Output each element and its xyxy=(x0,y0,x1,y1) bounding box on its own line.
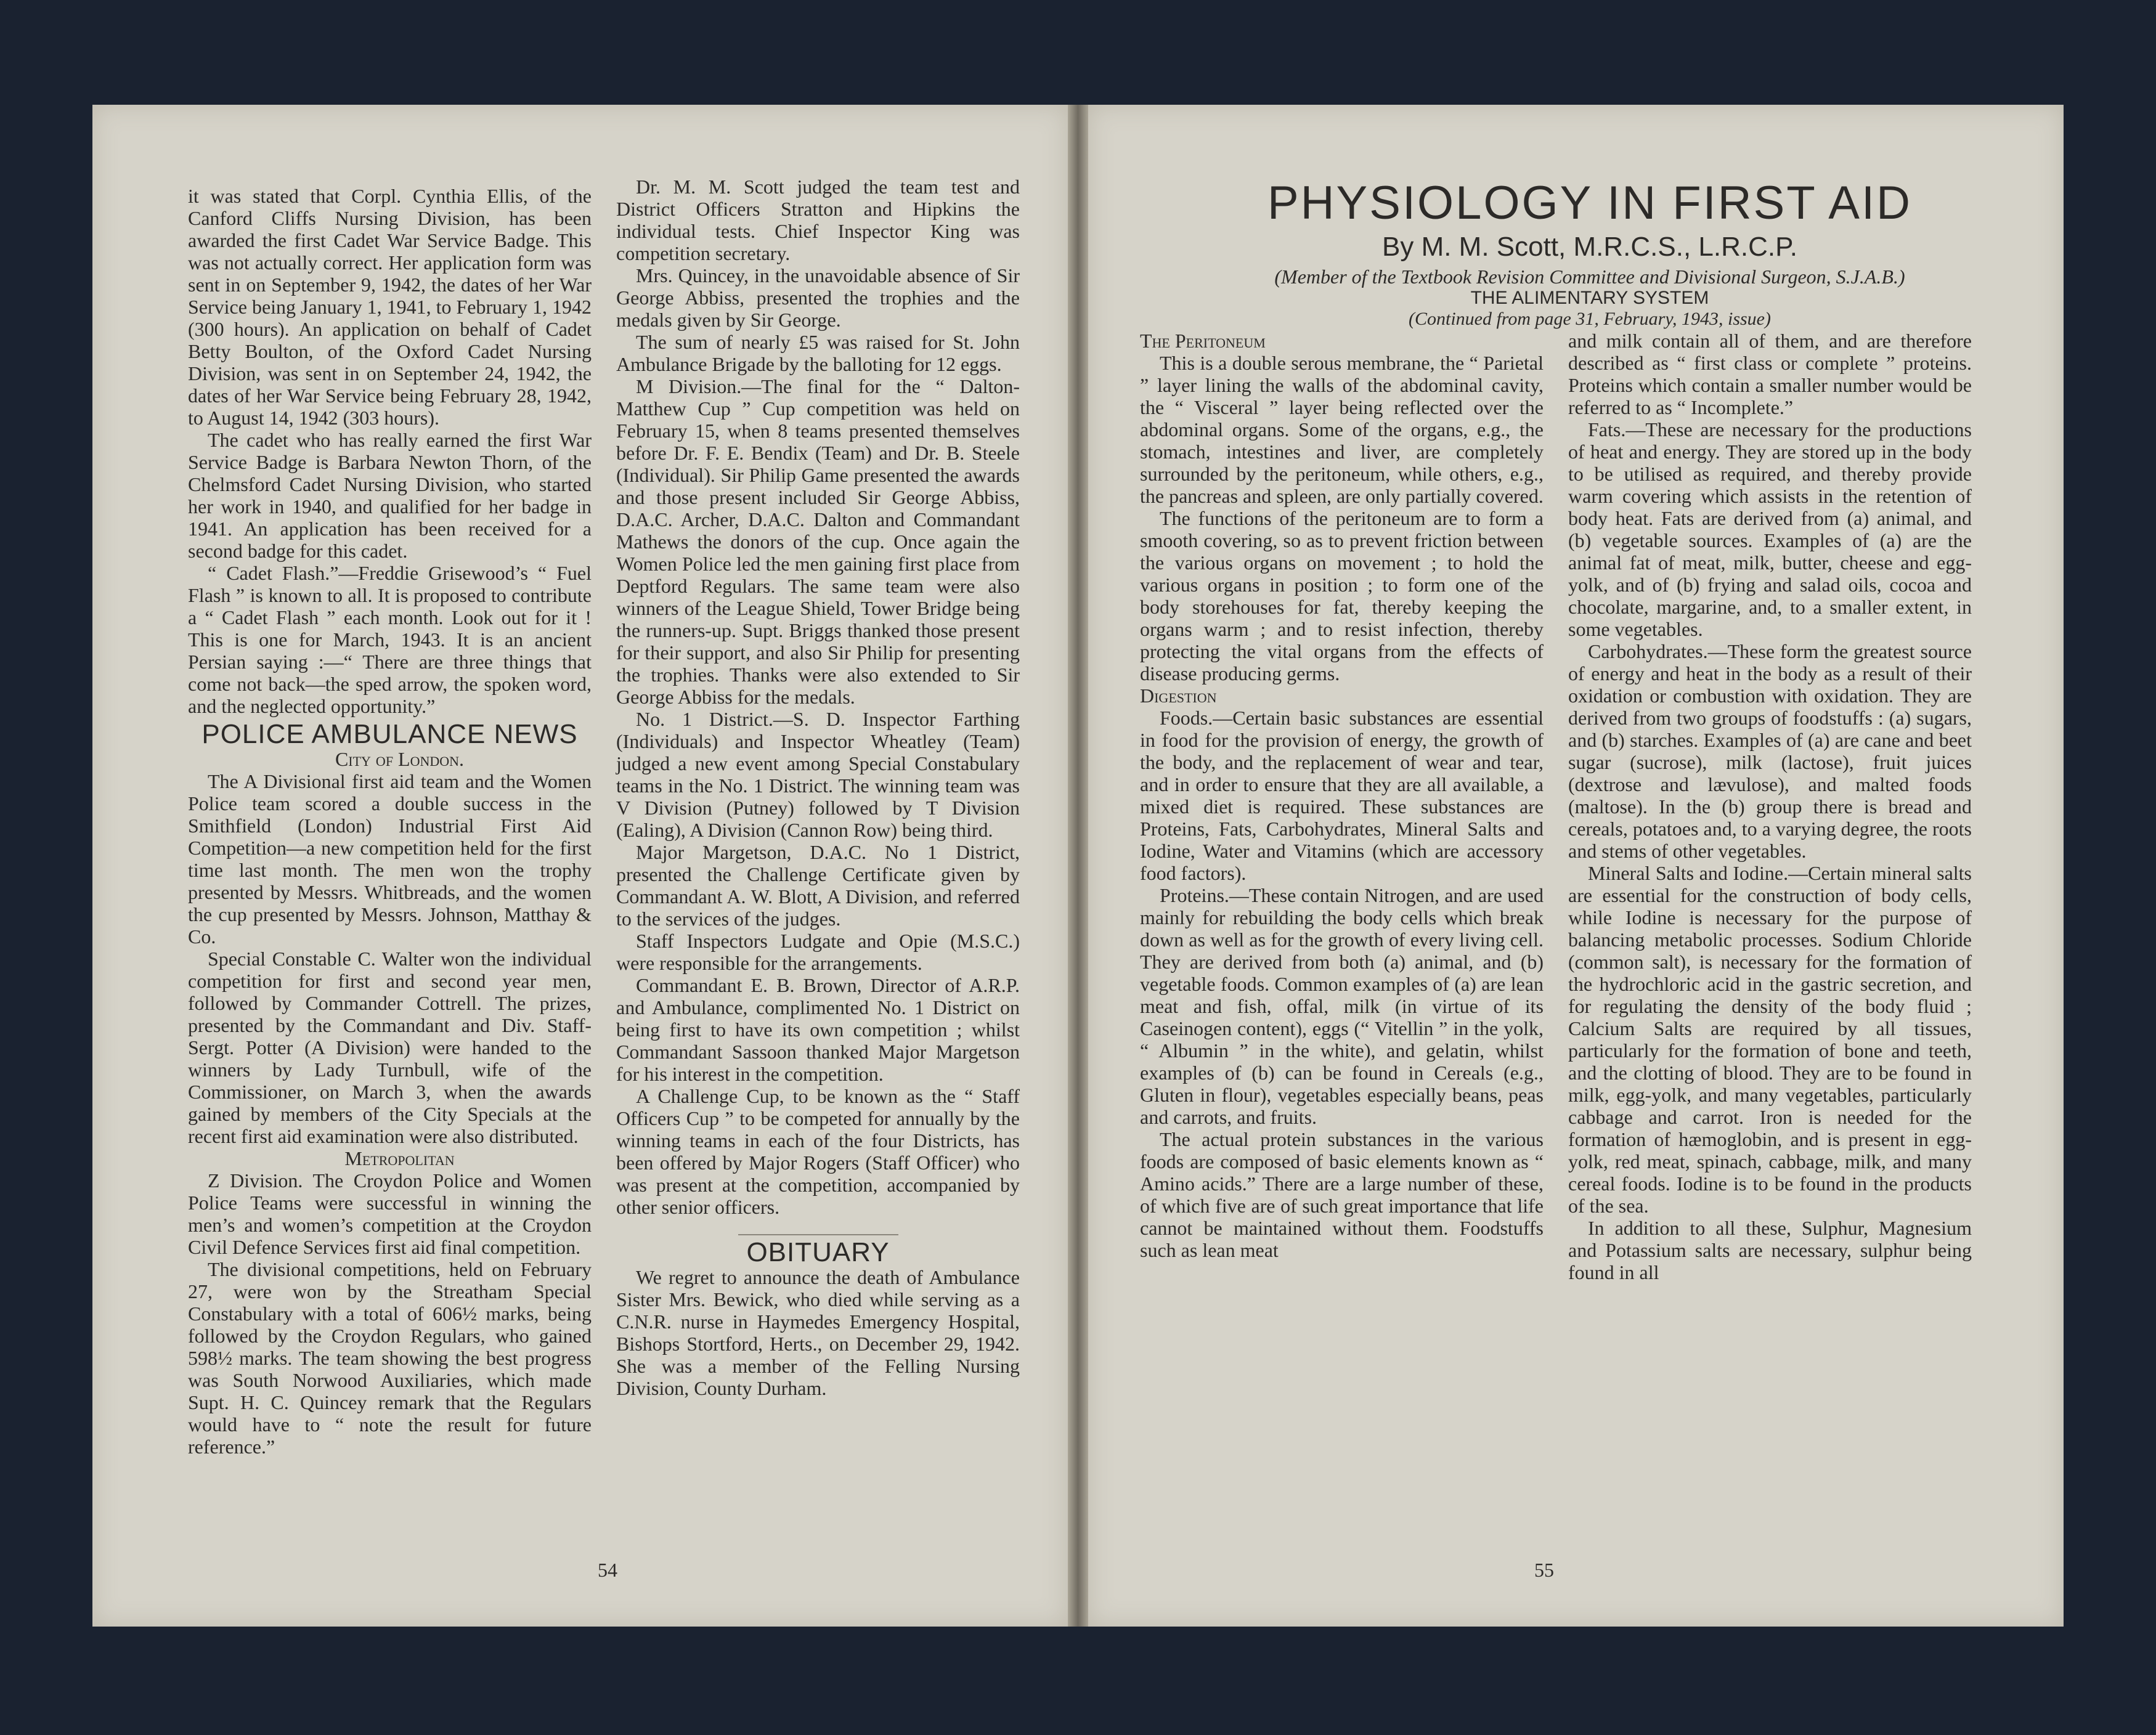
paragraph: Fats.—These are necessary for the productions of heat and energy. They are stored up in the body to be utilised as required, and thereby provide warm covering which assists in the retention of body heat. Fats are derived from (a) animal, and (b) vegetable sources. Examples of (a) are the animal fat of meat, milk, butter, cheese and egg-yolk, and of (b) frying and salad oils, cocoa and chocolate, margarine, and, to a smaller extent, in some vegetables. xyxy=(1568,418,1972,640)
paragraph: The A Divisional first aid team and the Women Police team scored a double success in the Smithfield (London) Industrial First Aid Competition—a new competition held for the first time last month. The men won the trophy presented by Messrs. Whitbreads, and the women the cup presented by Messrs. Johnson, Matthay & Co. xyxy=(188,770,592,948)
paragraph: Z Division. The Croydon Police and Women Police Teams were successful in winning the men’s and women’s competition at the Croydon Civil Defence Services first aid final competition. xyxy=(188,1169,592,1258)
section-heading: OBITUARY xyxy=(746,1237,890,1267)
subheading: City of London. xyxy=(335,748,465,770)
paragraph: Carbohydrates.—These form the greatest source of energy and heat in the body as a result of their oxidation or combustion with oxidation. They are derived from two groups of foodstuffs : (a) sugars, and (b) starches. Examples of (a) are cane and beet sugar (sucrose), milk (lactose), fruit juices (dextrose and lævulose), and malted foods (maltose). In the (b) group there is bread and cereals, potatoes and, to a varying degree, the roots and stems of other vegetables. xyxy=(1568,640,1972,862)
subheading: Digestion xyxy=(1140,685,1217,707)
paragraph: Foods.—Certain basic substances are essential in food for the provision of energy, the growth of the body, and the replacement of wear and tear, and in order to ensure that they are all available, a mixed diet is required. These substances are Proteins, Fats, Carbohydrates, Mineral Salts and Iodine, Water and Vitamins (which are accessory food factors). xyxy=(1140,707,1544,884)
paragraph: M Division.—The final for the “ Dalton-Matthew Cup ” Cup competition was held on February 15, when 8 teams presented themselves before Dr. F. E. Bendix (Team) and Dr. B. Steele (Individual). Sir Philip Game presented the awards and those present included Sir George Abbiss, D.A.C. Archer, D.A.C. Dalton and Commandant Mathews the donors of the cup. Once again the Women Police led the men gaining first place from Deptford Regulars. The same team were also winners of the League Shield, Tower Bridge being the runners-up. Supt. Briggs thanked those present for their support, and also Sir Philip for presenting the trophies. Thanks were also extended to Sir George Abbiss for the medals. xyxy=(616,375,1020,708)
paragraph: This is a double serous membrane, the “ Parietal ” layer lining the walls of the abdominal cavity, the “ Visceral ” layer being reflected over the abdominal organs. Some of the organs, e.g., the stomach, intestines and liver, are completely surrounded by the peritoneum, while others, e.g., the pancreas and spleen, are only partially covered. xyxy=(1140,352,1544,507)
divider xyxy=(738,1234,898,1235)
author-note: (Member of the Textbook Revision Committee and Divisional Surgeon, S.J.A.B.) xyxy=(1274,266,1905,288)
article-title: PHYSIOLOGY IN FIRST AID xyxy=(1267,177,1912,229)
paragraph: and milk contain all of them, and are therefore described as “ first class or complete ” proteins. Proteins which contain a smaller number would be referred to as “ Incomplete.” xyxy=(1568,330,1972,418)
left-column-2 xyxy=(616,176,1020,1399)
paragraph: The cadet who has really earned the first War Service Badge is Barbara Newton Thorn, of the Chelmsford Cadet Nursing Division, who started her work in 1940, and qualified for her badge in 1941. An application has been received for a second badge for this cadet. xyxy=(188,429,592,562)
paragraph: A Challenge Cup, to be known as the “ Staff Officers Cup ” to be competed for annually by the winning teams in each of the four Districts, has been offered by Major Rogers (Staff Officer) who was present at the competition, accompanied by other senior officers. xyxy=(616,1085,1020,1218)
right-column-2 xyxy=(1568,330,1972,1283)
paragraph: The divisional competitions, held on February 27, were won by the Streatham Special Constabulary with a total of 606½ marks, being followed by the Croydon Regulars, who gained 598½ marks. The team showing the best progress was South Norwood Auxiliaries, which made Supt. H. C. Quincey remark that the Regulars would have to “ note the result for future reference.” xyxy=(188,1258,592,1458)
left-column-1 xyxy=(188,185,592,1458)
paragraph: Dr. M. M. Scott judged the team test and District Officers Stratton and Hipkins the individual tests. Chief Inspector King was competition secretary. xyxy=(616,176,1020,264)
article-byline: By M. M. Scott, M.R.C.S., L.R.C.P. xyxy=(1382,232,1797,262)
paragraph: Staff Inspectors Ludgate and Opie (M.S.C.) were responsible for the arrangements. xyxy=(616,930,1020,974)
continued-note: (Continued from page 31, February, 1943, issue) xyxy=(1408,309,1771,329)
section-heading: POLICE AMBULANCE NEWS xyxy=(201,719,578,749)
paragraph: Mineral Salts and Iodine.—Certain mineral salts are essential for the construction of body cells, while Iodine is necessary for the purpose of balancing metabolic processes. Sodium Chloride (common salt), is necessary for the formation of the hydrochloric acid in the gastric secretion, and for regulating the density of the body fluid ; Calcium Salts are required by all tissues, particularly for the formation of bone and teeth, and the clotting of blood. They are to be found in milk, egg-yolk, and many vegetables, particularly cabbage and carrot. Iron is needed for the formation of hæmoglobin, and is present in egg-yolk, red meat, spinach, cabbage, milk, and many cereal foods. Iodine is to be found in the products of the sea. xyxy=(1568,862,1972,1217)
subheading: The Peritoneum xyxy=(1140,330,1266,352)
paragraph: Major Margetson, D.A.C. No 1 District, presented the Challenge Certificate given by Commandant A. W. Blott, A Division, and referred to the services of the judges. xyxy=(616,841,1020,930)
paragraph: We regret to announce the death of Ambulance Sister Mrs. Bewick, who died while serving as a C.N.R. nurse in Haymedes Emergency Hospital, Bishops Stortford, Herts., on December 29, 1942. She was a member of the Felling Nursing Division, County Durham. xyxy=(616,1266,1020,1399)
book-spine xyxy=(1068,105,1088,1627)
subheading: Metropolitan xyxy=(344,1147,455,1169)
page-number: 54 xyxy=(598,1559,617,1581)
paragraph: Proteins.—These contain Nitrogen, and are used mainly for rebuilding the body cells which break down as well as for the growth of every living cell. They are derived from both (a) animal, and (b) vegetable foods. Common examples of (a) are lean meat and fish, offal, milk (in virtue of its Caseinogen content), eggs (“ Vitellin ” in the yolk, “ Albumin ” in the white), and gelatin, whilst examples of (b) can be found in Cereals (e.g., Gluten in flour), vegetables especially beans, peas and carrots, and fruits. xyxy=(1140,884,1544,1128)
article-title-block xyxy=(1220,176,1959,330)
paragraph: In addition to all these, Sulphur, Magnesium and Potassium salts are necessary, sulphur being found in all xyxy=(1568,1217,1972,1283)
page-number: 55 xyxy=(1534,1559,1554,1581)
paragraph: Commandant E. B. Brown, Director of A.R.P. and Ambulance, complimented No. 1 District on being first to have its own competition ; whilst Commandant Sassoon thanked Major Margetson for his interest in the competition. xyxy=(616,974,1020,1085)
paragraph: The sum of nearly £5 was raised for St. John Ambulance Brigade by the balloting for 12 eggs. xyxy=(616,331,1020,375)
paragraph: it was stated that Corpl. Cynthia Ellis, of the Canford Cliffs Nursing Division, has been awarded the first Cadet War Service Badge. This was not actually correct. Her application form was sent in on September 9, 1942, the dates of her War Service being January 1, 1941, to February 1, 1942 (300 hours). An application on behalf of Cadet Betty Boulton, of the Oxford Cadet Nursing Division, was sent in on September 24, 1942, the dates of her War Service being February 28, 1942, to August 14, 1942 (303 hours). xyxy=(188,185,592,429)
paragraph: Mrs. Quincey, in the unavoidable absence of Sir George Abbiss, presented the trophies and the medals given by Sir George. xyxy=(616,264,1020,331)
section-title: THE ALIMENTARY SYSTEM xyxy=(1470,288,1709,308)
paragraph: Special Constable C. Walter won the individual competition for first and second year men, followed by Commander Cottrell. The prizes, presented by the Commandant and Div. Staff-Sergt. Potter (A Division) were handed to the winners by Lady Turnbull, wife of the Commissioner, on March 3, when the awards gained by members of the City Specials at the recent first aid examination were also distributed. xyxy=(188,948,592,1147)
paragraph: No. 1 District.—S. D. Inspector Farthing (Individuals) and Inspector Wheatley (Team) judged a new event among Special Constabulary teams in the No. 1 District. The winning team was V Division (Putney) followed by T Division (Ealing), A Division (Cannon Row) being third. xyxy=(616,708,1020,841)
paragraph: “ Cadet Flash.”—Freddie Grisewood’s “ Fuel Flash ” is known to all. It is proposed to contribute a “ Cadet Flash ” each month. Look out for it ! This is one for March, 1943. It is an ancient Persian saying :—“ There are three things that come not back—the sped arrow, the spoken word, and the neglected opportunity.” xyxy=(188,562,592,717)
right-column-1 xyxy=(1140,330,1544,1261)
paragraph: The actual protein substances in the various foods are composed of basic elements known as “ Amino acids.” There are a large number of these, of which five are of such great importance that life cannot be maintained without them. Foodstuffs such as lean meat xyxy=(1140,1128,1544,1261)
paragraph: The functions of the peritoneum are to form a smooth covering, so as to prevent friction between the various organs on movement ; to hold the various organs in position ; to form one of the body storehouses for fat, thereby keeping the organs warm ; and to resist infection, thereby protecting the vital organs from the effects of disease producing germs. xyxy=(1140,507,1544,685)
